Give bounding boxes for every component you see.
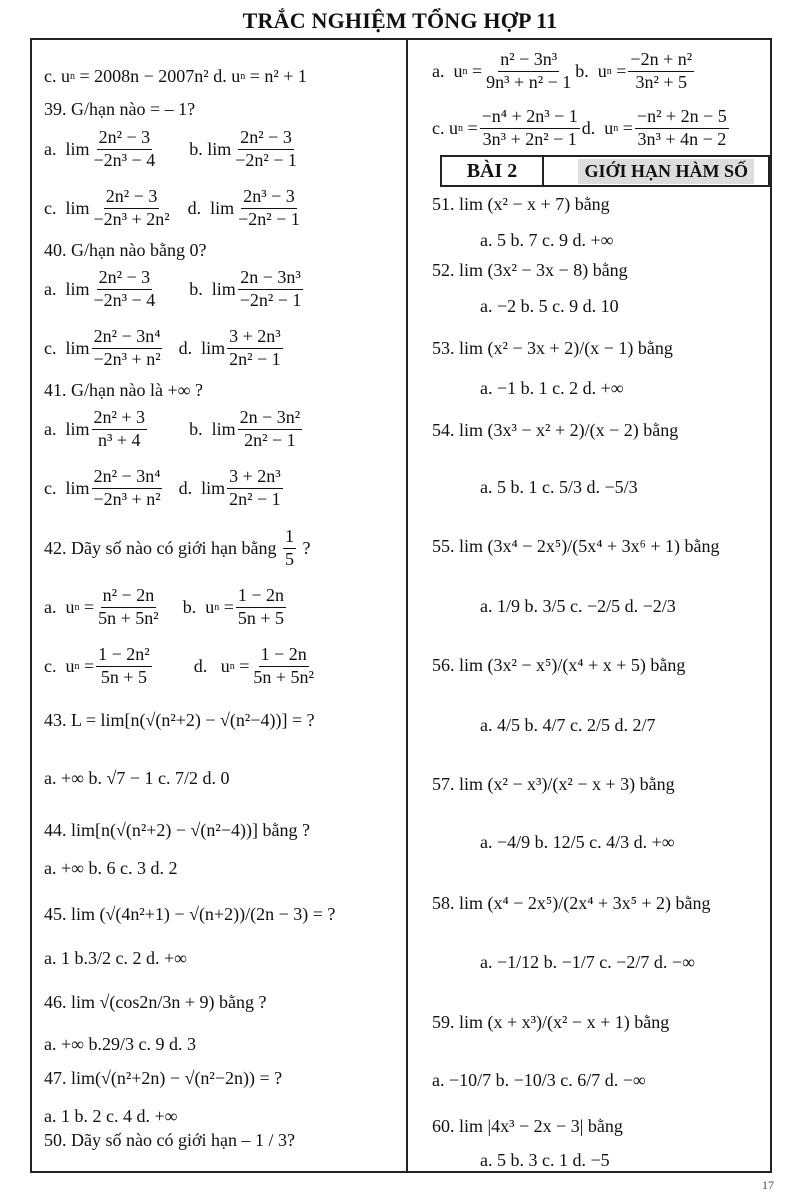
- q47-answers: a. 1 b. 2 c. 4 d. +∞: [44, 1106, 178, 1126]
- question-42: 42. Dãy số nào có giới hạn bằng $\frac{1}{5}$ ?: [44, 526, 311, 569]
- column-divider: [406, 38, 408, 1173]
- question-54: 54. lim (3x³ − x² + 2)/(x − 2) bằng: [432, 420, 679, 440]
- question-53: 53. lim (x² − 3x + 2)/(x − 1) bằng: [432, 338, 673, 358]
- q43-answers: a. +∞ b. √7 − 1 c. 7/2 d. 0: [44, 768, 230, 788]
- q58-answers: a. −1/12 b. −1/7 c. −2/7 d. −∞: [480, 952, 695, 972]
- section-name: GIỚI HẠN HÀM SỐ: [578, 159, 754, 184]
- question-58: 58. lim (x⁴ − 2x⁵)/(2x⁴ + 3x⁵ + 2) bằng: [432, 893, 711, 913]
- q60-answers: a. 5 b. 3 c. 1 d. −5: [480, 1150, 610, 1170]
- section-label: BÀI 2: [442, 157, 544, 185]
- q41-options-cd: c. lim $\frac{\text{2n² − 3n⁴}}{\text{−2n³ + n²}}$ d. lim $\frac{\text{3 + 2n³}}{\text{2n² − 1}}$: [44, 466, 281, 509]
- q51-answers: a. 5 b. 7 c. 9 d. +∞: [480, 230, 614, 250]
- section-header: [440, 155, 770, 187]
- q42-options-ab: a. u n = $\frac{\text{n² − 2n}}{\text{5n + 5n²}}$ b. u n = $\frac{1 - 2n}{5n + 5}$: [44, 585, 285, 628]
- question-43: 43. L = lim[n(√(n²+2) − √(n²−4))] = ?: [44, 710, 315, 730]
- question-56: 56. lim (3x² − x⁵)/(x⁴ + x + 5) bằng: [432, 655, 686, 675]
- question-55: 55. lim (3x⁴ − 2x⁵)/(5x⁴ + 3x⁶ + 1) bằng: [432, 536, 720, 556]
- q41-options-ab: a. lim $\frac{\text{2n² + 3}}{\text{n³ + 4}}$ b. lim $\frac{\text{2n − 3n²}}{\text{2n² − 1}}$: [44, 407, 301, 450]
- page-title: TRẮC NGHIỆM TỔNG HỢP 11: [242, 8, 558, 33]
- q59-answers: a. −10/7 b. −10/3 c. 6/7 d. −∞: [432, 1070, 646, 1090]
- q39-options-cd: c. lim $\frac{\text{2n² − 3}}{\text{−2n³ + 2n²}}$ d. lim $\frac{\text{2n³ − 3}}{\text{−2n² − 1}}$: [44, 186, 300, 229]
- question-40: 40. G/hạn nào bằng 0?: [44, 240, 207, 260]
- q52-answers: a. −2 b. 5 c. 9 d. 10: [480, 296, 619, 316]
- q54-answers: a. 5 b. 1 c. 5/3 d. −5/3: [480, 477, 638, 497]
- question-46: 46. lim √(cos2n/3n + 9) bằng ?: [44, 992, 267, 1012]
- question-39: 39. G/hạn nào = – 1?: [44, 99, 196, 119]
- q50-options-ab: a. u n = $\frac{\text{n² − 3n³}}{\text{9n³ + n² − 1}}$ b. u n = $\frac{\text{−2n + n²}}{\text{3n² + 5}}$: [432, 49, 693, 92]
- question-51: 51. lim (x² − x + 7) bằng: [432, 194, 610, 214]
- q46-answers: a. +∞ b.29/3 c. 9 d. 3: [44, 1034, 196, 1054]
- question-59: 59. lim (x + x³)/(x² − x + 1) bằng: [432, 1012, 670, 1032]
- question-50: 50. Dãy số nào có giới hạn – 1 / 3?: [44, 1130, 295, 1150]
- question-44: 44. lim[n(√(n²+2) − √(n²−4))] bằng ?: [44, 820, 310, 840]
- question-47: 47. lim(√(n²+2n) − √(n²−2n)) = ?: [44, 1068, 283, 1088]
- question-60: 60. lim |4x³ − 2x − 3| bằng: [432, 1116, 623, 1136]
- q42-options-cd: c. u n = $\frac{\text{1 − 2n²}}{5n + 5}$ d. u n = $\frac{1 - 2n}{\text{5n + 5n²}}$: [44, 644, 314, 687]
- q55-answers: a. 1/9 b. 3/5 c. −2/5 d. −2/3: [480, 596, 676, 616]
- question-45: 45. lim (√(4n²+1) − √(n+2))/(2n − 3) = ?: [44, 904, 336, 924]
- q50-options-cd: c. u n = $\frac{\text{−n⁴ + 2n³ − 1}}{\text{3n³ + 2n² − 1}}$ d. u n = $\frac{\text{−n² + 2n − 5}}{\text{3n³ + 4n − 2}}$: [432, 106, 727, 149]
- page-number: 17: [762, 1178, 774, 1192]
- q40-options-ab: a. lim $\frac{\text{2n² − 3}}{\text{−2n³ − 4}}$ b. lim $\frac{\text{2n − 3n³}}{\text{−2n² − 1}}$: [44, 267, 302, 310]
- question-57: 57. lim (x² − x³)/(x² − x + 3) bằng: [432, 774, 675, 794]
- q56-answers: a. 4/5 b. 4/7 c. 2/5 d. 2/7: [480, 715, 656, 735]
- q45-answers: a. 1 b.3/2 c. 2 d. +∞: [44, 948, 187, 968]
- q44-answers: a. +∞ b. 6 c. 3 d. 2: [44, 858, 178, 878]
- q40-options-cd: c. lim $\frac{\text{2n² − 3n⁴}}{\text{−2n³ + n²}}$ d. lim $\frac{\text{3 + 2n³}}{\text{2n² − 1}}$: [44, 326, 281, 369]
- q57-answers: a. −4/9 b. 12/5 c. 4/3 d. +∞: [480, 832, 675, 852]
- q53-answers: a. −1 b. 1 c. 2 d. +∞: [480, 378, 624, 398]
- q38-options-cd: c. u n = 2008n − 2007n² d. u n = n² + 1: [44, 66, 307, 86]
- question-52: 52. lim (3x² − 3x − 8) bằng: [432, 260, 628, 280]
- question-41: 41. G/hạn nào là +∞ ?: [44, 380, 203, 400]
- q39-options-ab: a. lim $\frac{\text{2n² − 3}}{\text{−2n³ − 4}}$ b. lim $\frac{\text{2n² − 3}}{\text{−2n² − 1}}$: [44, 127, 297, 170]
